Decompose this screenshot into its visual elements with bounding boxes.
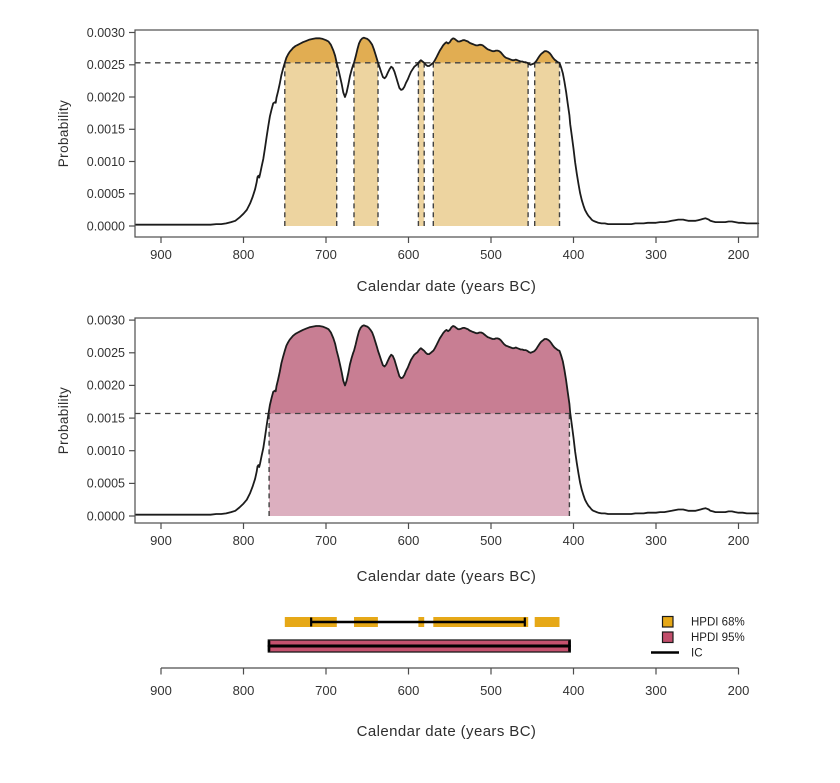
x-tick-label: 600 bbox=[397, 247, 420, 262]
legend-label-hpdi95: HPDI 95% bbox=[691, 632, 745, 644]
x-tick-label: 200 bbox=[727, 247, 750, 262]
x-tick-label: 200 bbox=[727, 533, 750, 548]
x-tick-label: 700 bbox=[315, 683, 337, 698]
hpdi-fill-below-threshold bbox=[418, 63, 424, 226]
y-tick-label: 0.0020 bbox=[86, 378, 125, 393]
y-axis-label: Probability bbox=[56, 99, 71, 168]
y-tick-label: 0.0000 bbox=[86, 509, 125, 524]
hpdi-fill-below-threshold bbox=[285, 63, 337, 226]
x-axis-label: Calendar date (years BC) bbox=[356, 278, 537, 295]
y-tick-label: 0.0010 bbox=[86, 154, 125, 169]
panel-middle-hpdi95 bbox=[56, 313, 758, 585]
y-tick-label: 0.0015 bbox=[86, 411, 125, 426]
x-tick-label: 400 bbox=[562, 683, 585, 698]
hpdi-fill-below-threshold bbox=[354, 63, 378, 226]
y-tick-label: 0.0030 bbox=[86, 25, 125, 40]
x-tick-label: 500 bbox=[480, 533, 502, 548]
x-tick-label: 900 bbox=[150, 533, 172, 548]
y-tick-label: 0.0025 bbox=[86, 346, 125, 361]
hpdi-fill-below-threshold bbox=[433, 63, 528, 226]
legend-label-ic: IC bbox=[691, 647, 703, 660]
hpdi-fill-above-threshold bbox=[269, 325, 569, 413]
x-tick-label: 300 bbox=[645, 247, 667, 262]
y-tick-label: 0.0010 bbox=[86, 444, 125, 458]
y-axis-label: Probability bbox=[56, 386, 71, 455]
y-tick-label: 0.0005 bbox=[86, 187, 125, 202]
x-tick-label: 300 bbox=[645, 683, 667, 698]
x-tick-label: 700 bbox=[315, 247, 337, 262]
x-tick-label: 400 bbox=[562, 247, 585, 262]
x-tick-label: 800 bbox=[232, 247, 255, 262]
y-tick-label: 0.0020 bbox=[86, 90, 125, 105]
hpdi-fill-below-threshold bbox=[535, 63, 560, 226]
x-tick-label: 700 bbox=[315, 533, 337, 548]
x-tick-label: 400 bbox=[562, 533, 585, 548]
hpdi-fill-below-threshold bbox=[269, 414, 569, 517]
y-tick-label: 0.0025 bbox=[86, 58, 125, 72]
panel-top-hpdi68 bbox=[56, 26, 758, 295]
panel-bottom-intervals bbox=[150, 617, 749, 741]
legend-swatch-hpdi95 bbox=[663, 632, 674, 643]
x-tick-label: 800 bbox=[232, 683, 255, 698]
x-axis-label: Calendar date (years BC) bbox=[356, 568, 537, 585]
x-axis-label: Calendar date (years BC) bbox=[356, 723, 537, 740]
y-tick-label: 0.0030 bbox=[86, 313, 125, 328]
x-tick-label: 200 bbox=[727, 683, 750, 698]
x-tick-label: 500 bbox=[480, 247, 502, 262]
x-tick-label: 600 bbox=[397, 533, 420, 548]
hpdi68-bar-segment bbox=[535, 617, 560, 627]
x-tick-label: 900 bbox=[150, 247, 172, 262]
x-tick-label: 800 bbox=[232, 533, 255, 548]
x-tick-label: 300 bbox=[645, 533, 667, 548]
y-tick-label: 0.0015 bbox=[86, 122, 125, 137]
legend-label-hpdi68: HPDI 68% bbox=[691, 616, 745, 629]
y-tick-label: 0.0005 bbox=[86, 476, 125, 491]
y-tick-label: 0.0000 bbox=[86, 219, 125, 234]
x-tick-label: 900 bbox=[150, 683, 172, 698]
legend-swatch-hpdi68 bbox=[663, 617, 674, 628]
x-tick-label: 500 bbox=[480, 683, 502, 698]
x-tick-label: 600 bbox=[397, 683, 420, 698]
